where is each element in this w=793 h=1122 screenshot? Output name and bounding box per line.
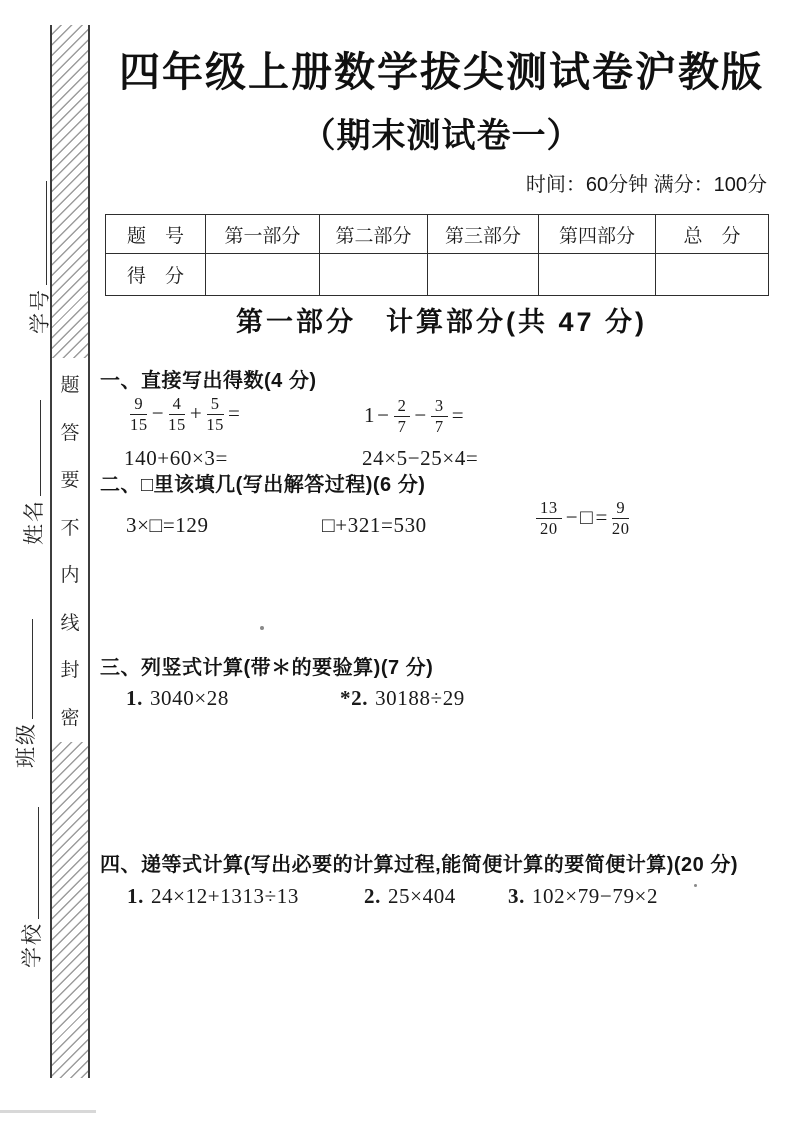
scan-smudge [0,1110,96,1113]
seal-char: 不 [60,517,80,539]
score-row-label: 得 分 [106,254,206,296]
q1-problem-d: 24×5−25×4= [362,446,479,470]
student-school-field [16,807,46,968]
score-cell-part4 [539,254,656,296]
score-header-total: 总 分 [656,215,769,254]
seal-char: 内 [60,565,80,587]
seal-hatching-top [52,25,88,358]
seal-char: 线 [60,612,80,634]
scan-speck [694,884,697,887]
q3-problem-2: *2. 30188÷29 [340,686,465,710]
q4-row [100,884,783,910]
student-name-field [18,400,48,545]
q1-row-fractions [100,394,783,446]
score-header-part1: 第一部分 [206,215,320,254]
score-cell-part1 [206,254,320,296]
seal-char: 要 [60,470,80,492]
fraction: $\frac{2}{7}$ [394,397,411,436]
seal-char: 题 [60,375,80,396]
seal-char: 答 [60,422,80,444]
fraction: $\frac{9}{15}$ [130,394,148,435]
blank-box: □ [580,505,594,530]
q2-problem-b: □+321=530 [322,513,427,537]
score-header-part2: 第二部分 [320,215,428,254]
seal-char: 封 [60,660,80,682]
q3-problem-1: 1. 3040×28 [126,686,229,710]
seal-line-band [50,25,90,1078]
q4-problem-1: 1. 24×12+1313÷13 [127,884,299,908]
fraction: $\frac{13}{20}$ [536,499,562,538]
q2-row [100,498,783,556]
q2-title: 二、□里该填几(写出解答过程)(6 分) [100,474,426,496]
student-class-field [10,619,40,768]
score-table-score-row [106,254,769,296]
student-class-blank-line [28,619,33,719]
student-id-blank-line [42,181,47,285]
fraction: $\frac{3}{7}$ [431,397,448,436]
part1-heading: 第一部分 计算部分(共 47 分) [235,307,648,337]
seal-char: 密 [60,707,80,729]
seal-hatching-bottom [52,742,88,1078]
time-and-score-info: 时间：60分钟 满分：100分 [525,174,767,196]
q3-title: 三、列竖式计算(带＊的要验算)(7 分) [100,657,434,679]
student-id-label: 学号 [28,288,52,334]
student-class-label: 班级 [14,722,38,768]
student-school-blank-line [34,807,39,919]
student-school-label: 学校 [20,922,44,968]
score-table-header-row [106,215,769,254]
q2-problem-c: $\frac{13}{20}$ −□= $\frac{9}{20}$ [534,500,632,539]
q4-title: 四、递等式计算(写出必要的计算过程,能简便计算的要简便计算)(20 分) [100,854,738,876]
student-name-label: 姓名 [22,499,46,545]
fraction: $\frac{5}{15}$ [206,394,225,435]
scan-speck [260,626,264,630]
student-id-field [24,181,54,334]
fraction: $\frac{4}{15}$ [168,394,186,435]
q1-row-whole-numbers [100,446,783,472]
exam-content [100,0,783,910]
q1-problem-b: 1− $\frac{2}{7}$ − $\frac{3}{7}$ = [364,396,465,437]
student-name-blank-line [36,400,41,496]
score-table [105,214,769,296]
q1-problem-c: 140+60×3= [124,446,228,470]
q4-problem-3: 3. 102×79−79×2 [508,884,659,908]
seal-line-text [52,358,88,742]
fraction: $\frac{9}{20}$ [611,498,630,539]
score-cell-total [656,254,769,296]
exam-title: 四年级上册数学拔尖测试卷沪教版 [119,49,764,95]
score-header-question: 题 号 [106,215,206,254]
score-cell-part2 [320,254,428,296]
score-header-part3: 第三部分 [428,215,539,254]
q3-row [100,686,783,712]
q1-problem-a: $\frac{9}{15}$ − $\frac{4}{15}$ + $\frac{5}{15}$ = [130,394,241,435]
q1-title: 一、直接写出得数(4 分) [100,370,317,392]
score-header-part4: 第四部分 [539,215,656,254]
q4-problem-2: 2. 25×404 [364,884,456,908]
score-cell-part3 [428,254,539,296]
exam-subtitle: （期末测试卷一） [301,117,582,155]
q2-problem-a: 3×□=129 [126,513,209,537]
